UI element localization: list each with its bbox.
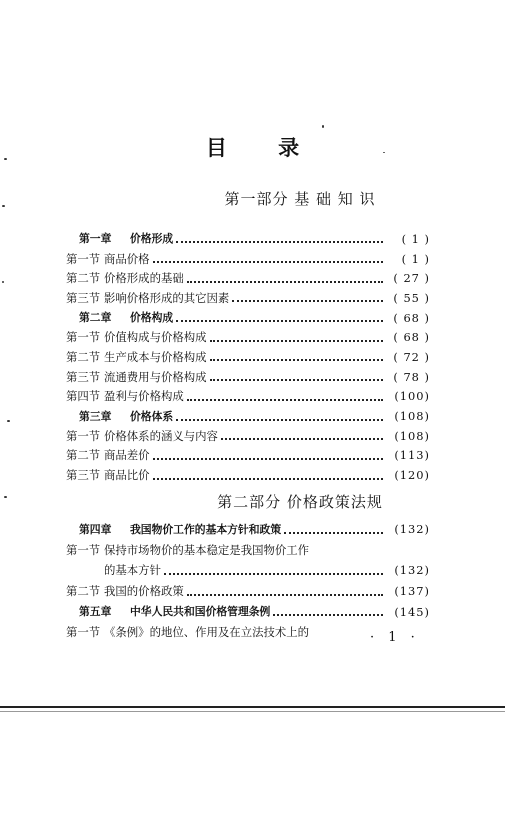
entry-title: 盈利与价格构成 xyxy=(104,389,184,404)
toc-chapter-entry xyxy=(66,308,430,328)
entry-title: 价格体系 xyxy=(130,409,174,423)
toc-section-entry xyxy=(66,327,430,347)
page-edge-rule xyxy=(0,706,505,708)
toc-chapter-entry xyxy=(66,406,430,426)
entry-number: 第一节 xyxy=(66,330,101,345)
entry-number: 第三节 xyxy=(66,468,101,483)
toc-section-entry xyxy=(66,387,430,407)
dot-leader xyxy=(176,319,383,322)
entry-title: 保持市场物价的基本稳定是我国物价工作 xyxy=(104,542,310,557)
entry-page: ( 27 ) xyxy=(393,271,430,286)
entry-title: 价格构成 xyxy=(130,311,174,325)
entry-title: 我国物价工作的基本方针和政策 xyxy=(130,522,282,536)
entry-page: (132) xyxy=(394,563,430,578)
entry-title: 流通费用与价格构成 xyxy=(104,369,207,384)
dot-leader xyxy=(153,457,383,460)
dot-leader xyxy=(176,240,383,243)
toc-section-entry xyxy=(66,268,430,288)
entry-number: 第三章 xyxy=(79,409,112,423)
entry-page: ( 1 ) xyxy=(401,231,430,246)
entry-page: (120) xyxy=(394,468,430,483)
scan-speck xyxy=(2,205,5,207)
toc-section-entry xyxy=(66,288,430,308)
part-heading: 第一部分 基 础 知 识 xyxy=(224,190,376,208)
dot-leader xyxy=(210,339,383,342)
dot-leader xyxy=(210,358,383,361)
dot-leader xyxy=(273,613,383,616)
toc-section-entry xyxy=(66,347,430,367)
entry-page: (132) xyxy=(394,522,430,537)
entry-title: 商品差价 xyxy=(104,448,150,463)
entry-page: ( 72 ) xyxy=(393,349,430,364)
dot-leader xyxy=(153,260,383,263)
entry-title: 我国的价格政策 xyxy=(104,584,184,599)
entry-page: ( 78 ) xyxy=(393,369,430,384)
entry-number: 第一节 xyxy=(66,428,101,443)
entry-number: 第二节 xyxy=(66,448,101,463)
entry-number: 第二章 xyxy=(79,311,112,325)
entry-page: (108) xyxy=(394,409,430,424)
entry-number: 第三节 xyxy=(66,290,101,305)
dot-leader xyxy=(232,299,383,302)
dot-leader xyxy=(210,378,383,381)
entry-page: ( 55 ) xyxy=(393,290,430,305)
entry-page: (108) xyxy=(394,428,430,443)
dot-leader xyxy=(153,477,383,480)
entry-number: 第二节 xyxy=(66,584,101,599)
scan-speck xyxy=(4,158,7,160)
dot-leader xyxy=(176,418,383,421)
toc-section-entry xyxy=(66,446,430,466)
dot-leader xyxy=(187,398,383,401)
entry-page: ( 68 ) xyxy=(393,310,430,325)
dot-leader xyxy=(187,280,383,283)
entry-title: 《条例》的地位、作用及在立法技术上的 xyxy=(104,625,310,640)
entry-title: 价格体系的涵义与内容 xyxy=(104,428,218,443)
toc-part-1 xyxy=(66,229,430,485)
scan-speck xyxy=(7,420,10,422)
entry-title: 影响价格形成的其它因素 xyxy=(104,290,230,305)
entry-number: 第二节 xyxy=(66,271,101,286)
scan-speck xyxy=(2,281,4,283)
toc-section-entry xyxy=(66,560,430,581)
toc-chapter-entry xyxy=(66,601,430,622)
scan-speck xyxy=(383,152,385,153)
entry-title: 中华人民共和国价格管理条例 xyxy=(130,605,271,619)
entry-page: (113) xyxy=(394,448,430,463)
entry-number: 第五章 xyxy=(79,605,112,619)
entry-title: 价格形成 xyxy=(130,232,174,246)
toc-section-entry xyxy=(66,465,430,485)
entry-number: 第四节 xyxy=(66,389,101,404)
entry-page: (137) xyxy=(394,584,430,599)
entry-title: 的基本方针 xyxy=(104,563,161,578)
entry-number: 第一章 xyxy=(79,232,112,246)
entry-number: 第三节 xyxy=(66,369,101,384)
toc-chapter-entry xyxy=(66,229,430,249)
dot-leader xyxy=(187,593,383,596)
dot-leader xyxy=(164,572,383,575)
toc-section-entry xyxy=(66,367,430,387)
entry-title: 价值构成与价格构成 xyxy=(104,330,207,345)
entry-page: (100) xyxy=(394,389,430,404)
toc-chapter-entry xyxy=(66,519,430,540)
page-title: 目 录 xyxy=(205,136,322,160)
toc-section-entry xyxy=(66,581,430,602)
toc-section-entry xyxy=(66,249,430,269)
toc-part-2 xyxy=(66,519,430,643)
dot-leader xyxy=(284,531,383,534)
entry-page: ( 68 ) xyxy=(393,330,430,345)
toc-section-entry xyxy=(66,426,430,446)
entry-title: 商品价格 xyxy=(104,251,150,266)
scan-speck xyxy=(4,496,7,498)
page-number: · 1 · xyxy=(370,630,420,645)
entry-page: ( 1 ) xyxy=(401,251,430,266)
entry-title: 价格形成的基础 xyxy=(104,271,184,286)
dot-leader xyxy=(221,437,383,440)
entry-number: 第一节 xyxy=(66,251,101,266)
part-heading: 第二部分 价格政策法规 xyxy=(217,493,383,511)
page-edge-rule xyxy=(0,711,505,712)
entry-number: 第一节 xyxy=(66,542,101,557)
scan-speck xyxy=(322,125,324,128)
entry-number: 第四章 xyxy=(79,522,112,536)
entry-number: 第二节 xyxy=(66,349,101,364)
entry-page: (145) xyxy=(394,604,430,619)
entry-title: 生产成本与价格构成 xyxy=(104,349,207,364)
entry-title: 商品比价 xyxy=(104,468,150,483)
entry-number: 第一节 xyxy=(66,625,101,640)
toc-section-entry xyxy=(66,540,430,561)
